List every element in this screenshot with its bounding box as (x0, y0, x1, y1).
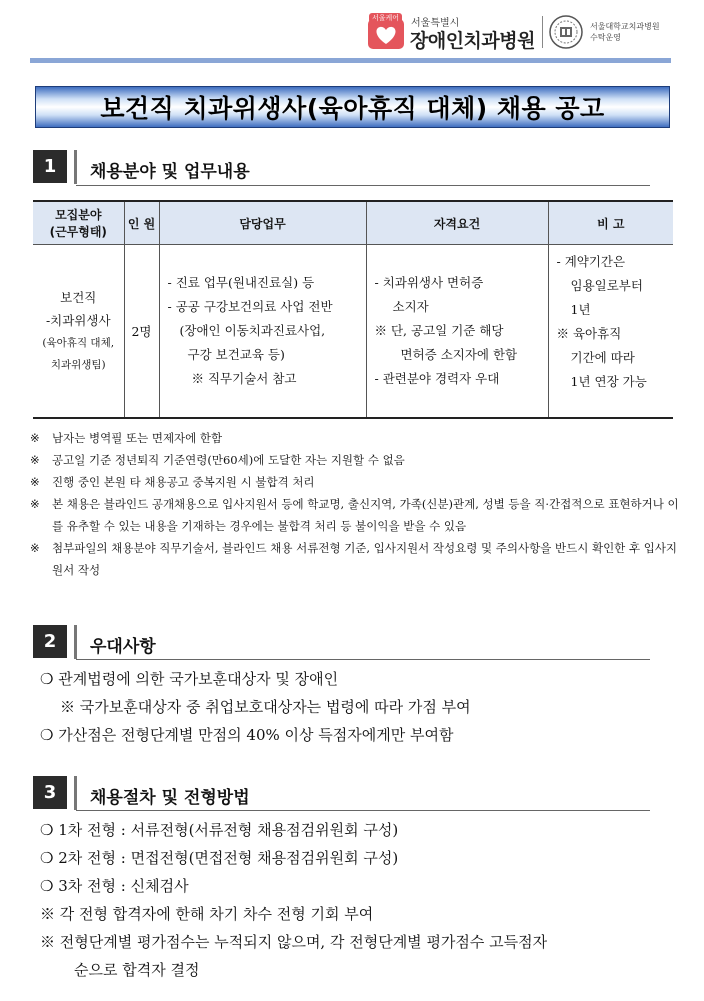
logo-tag: 서울케어 (369, 13, 402, 23)
header-count: 인 원 (124, 201, 159, 245)
list-item: ※ 국가보훈대상자 중 취업보호대상자는 법령에 따라 가점 부여 (60, 698, 471, 716)
page-title: 보건직 치과위생사(육아휴직 대체) 채용 공고 (100, 94, 605, 123)
list-item: ❍ 1차 전형 : 서류전형(서류전형 채용점검위원회 구성) (40, 821, 399, 839)
hospital-name: 장애인치과병원 (410, 30, 535, 52)
note-item: ※ 본 채용은 블라인드 공개채용으로 입사지원서 등에 학교명, 출신지역, 가족(신분)관계, 성별 등을 직·간접적으로 표현하거나 이를 유추할 수 있는 내용을 기재하는 경우에는 불합격 처리 등 불이익을 받을 수 있음 (30, 497, 679, 533)
section-rule (76, 810, 650, 811)
section-rule (76, 659, 650, 660)
list-item: ※ 각 전형 합격자에 한해 차기 차수 전형 기회 부여 (40, 905, 374, 923)
list-item: ❍ 관계법령에 의한 국가보훈대상자 및 장애인 (40, 670, 339, 688)
list-item: ❍ 가산점은 전형단계별 만점의 40% 이상 득점자에게만 부여함 (40, 726, 454, 744)
logo-subtitle: 서울특별시 (411, 18, 460, 29)
cell-remarks: - 계약기간은 임용일로부터 1년 ※ 육아휴직 기간에 따라 1년 연장 가능 (548, 245, 673, 419)
section-rule (76, 185, 650, 186)
note-item: ※ 진행 중인 본원 타 채용공고 중복지원 시 불합격 처리 (30, 475, 315, 489)
table-row (33, 245, 673, 419)
section-divider (74, 150, 77, 184)
section-number: 3 (33, 776, 67, 809)
section-number: 2 (33, 625, 67, 658)
section-number: 1 (33, 150, 67, 183)
operation-label: 수탁운영 (590, 33, 621, 42)
notes-list (30, 427, 680, 581)
list-item: 순으로 합격자 결정 (74, 961, 200, 979)
note-item: ※ 남자는 병역필 또는 면제자에 한함 (30, 431, 223, 445)
section-title: 채용분야 및 업무내용 (90, 162, 250, 182)
cell-count: 2명 (124, 245, 159, 419)
list-item: ❍ 2차 전형 : 면접전형(면접전형 채용점검위원회 구성) (40, 849, 399, 867)
list-item: ※ 전형단계별 평가점수는 누적되지 않으며, 각 전형단계별 평가점수 고득점자 (40, 933, 548, 951)
title-banner (35, 86, 670, 128)
table-header-row (33, 201, 673, 245)
section-divider (74, 776, 77, 810)
section-title: 우대사항 (90, 637, 156, 657)
header-requirements: 자격요건 (366, 201, 548, 245)
note-item: ※ 첨부파일의 채용분야 직무기술서, 블라인드 채용 서류전형 기준, 입사지원서 작성요령 및 주의사항을 반드시 확인한 후 입사지원서 작성 (30, 541, 678, 577)
recruitment-table (33, 200, 673, 419)
header-remarks: 비 고 (548, 201, 673, 245)
header-rule (30, 58, 671, 63)
logo-divider (542, 16, 543, 48)
university-seal-icon (549, 15, 583, 49)
header-field: 모집분야 (근무형태) (33, 201, 124, 245)
cell-requirements: - 치과위생사 면허증 소지자 ※ 단, 공고일 기준 해당 면허증 소지자에 한함 - 관련분야 경력자 우대 (366, 245, 548, 419)
section-title: 채용절차 및 전형방법 (90, 788, 250, 808)
heart-logo-icon (368, 19, 404, 49)
cell-duties: - 진료 업무(원내진료실) 등 - 공공 구강보건의료 사업 전반 (장애인 이동치과진료사업, 구강 보건교육 등) ※ 직무기술서 참고 (159, 245, 366, 419)
section-divider (74, 625, 77, 659)
list-item: ❍ 3차 전형 : 신체검사 (40, 877, 189, 895)
header-duties: 담당업무 (159, 201, 366, 245)
note-item: ※ 공고일 기준 정년퇴직 기준연령(만60세)에 도달한 자는 지원할 수 없음 (30, 453, 405, 467)
cell-field: 보건직 -치과위생사 (육아휴직 대체, 치과위생팀) (33, 245, 124, 419)
university-name: 서울대학교치과병원 (590, 22, 660, 31)
